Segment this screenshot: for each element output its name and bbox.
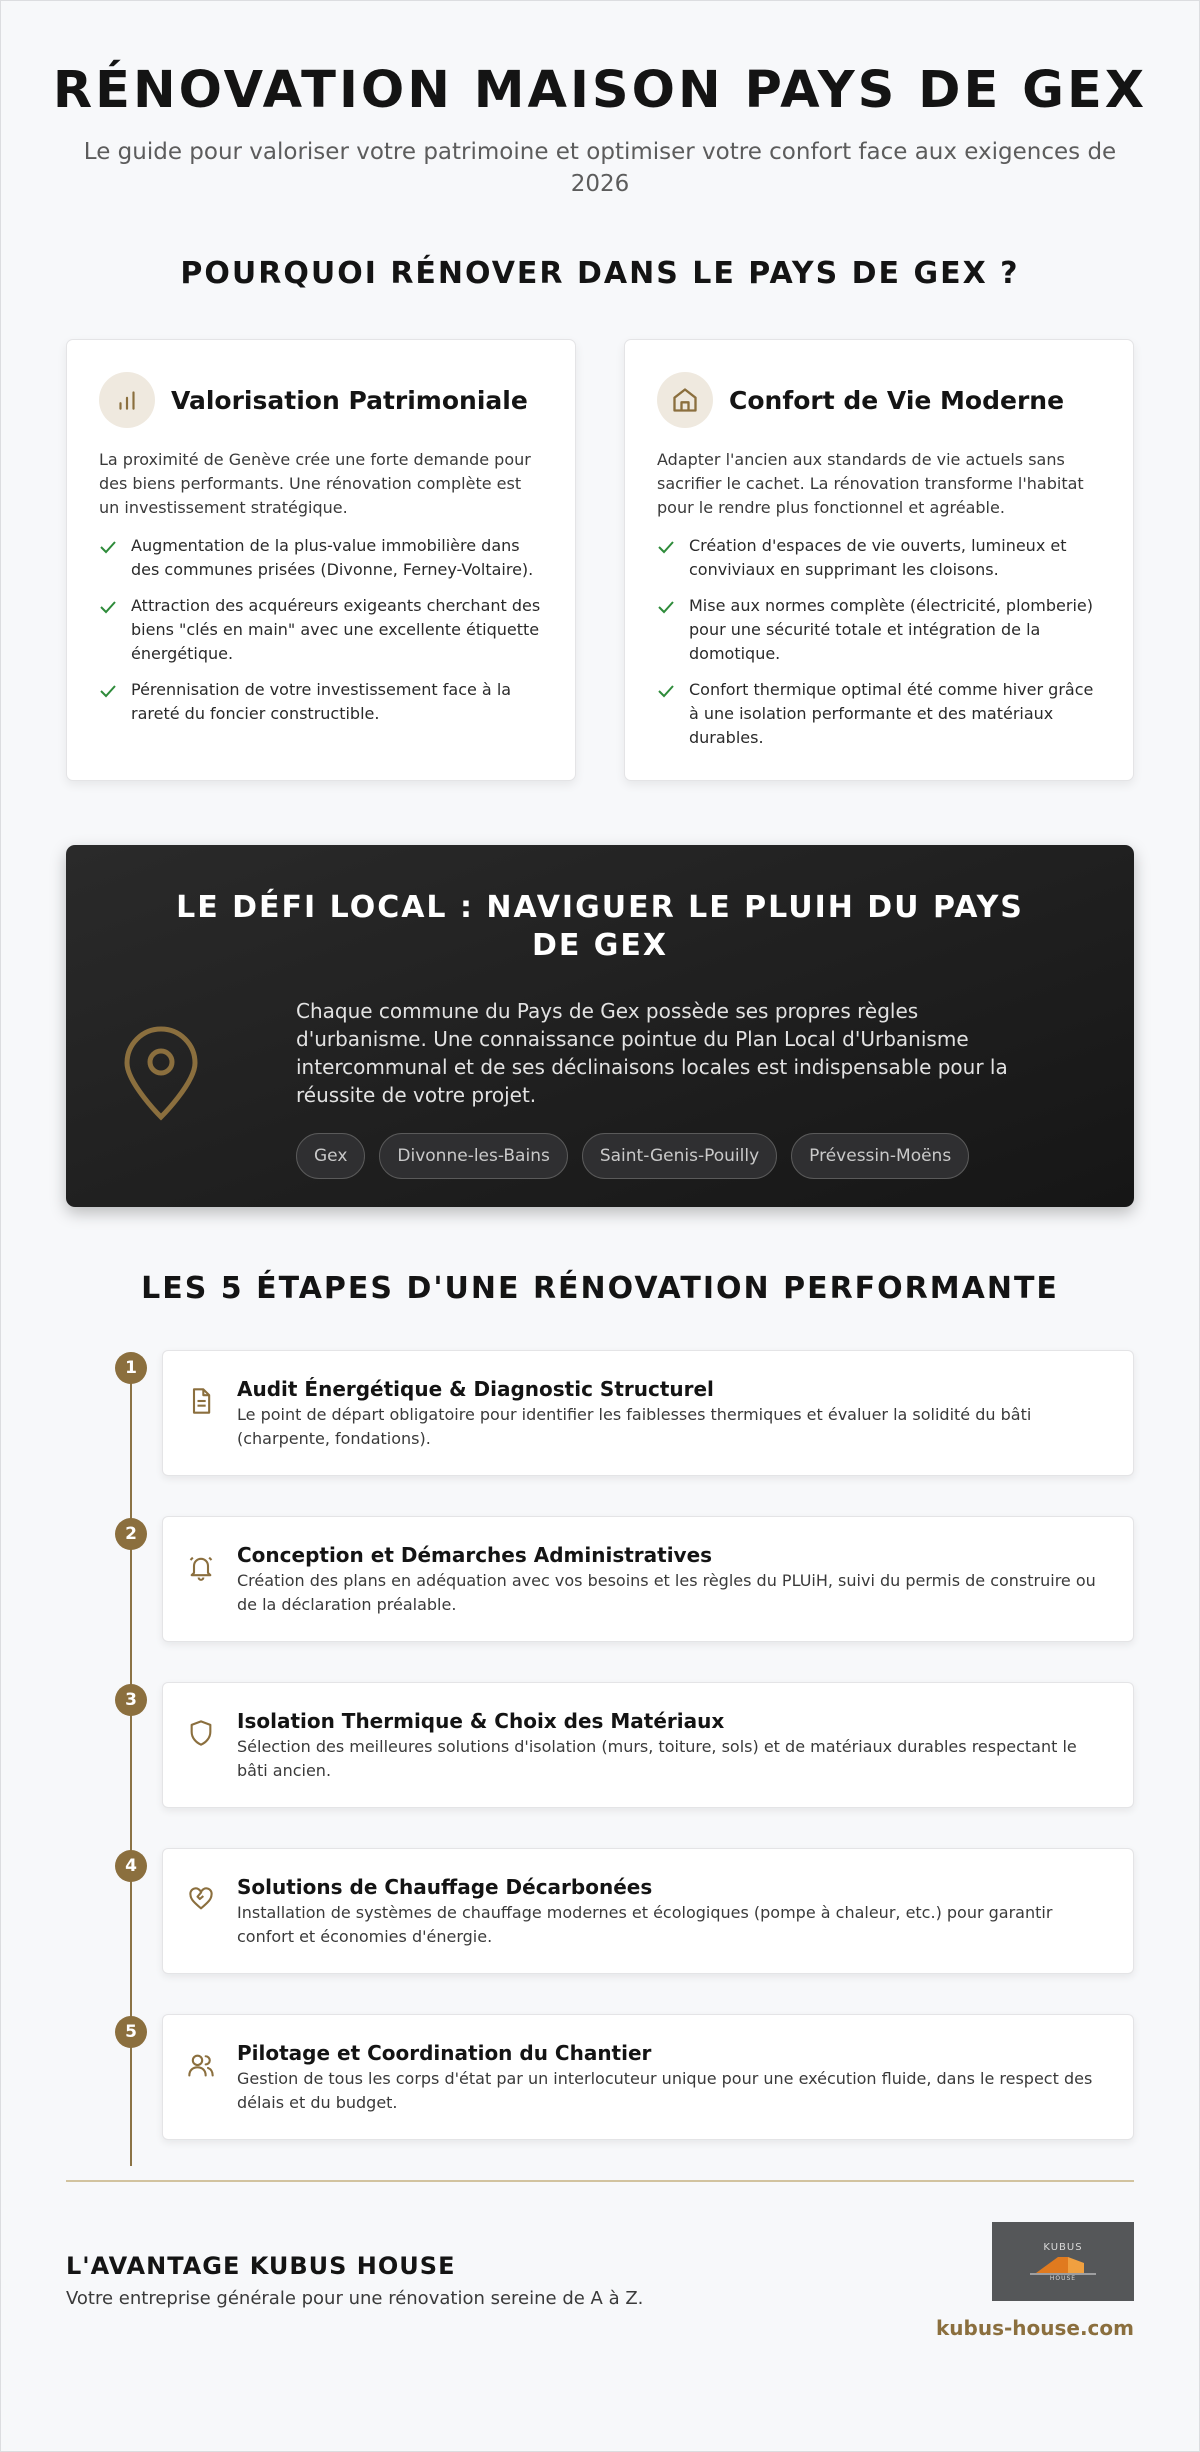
step-title: Conception et Démarches Administratives	[237, 1543, 713, 1567]
kubus-house-logo: KUBUS HOUSE	[992, 2222, 1134, 2301]
step-number: 1	[115, 1352, 147, 1384]
step-number: 5	[115, 2016, 147, 2048]
card-description: La proximité de Genève crée une forte demande pour des biens performants. Une rénovation complète est un investissement stratégique.	[99, 450, 531, 517]
step-title: Audit Énergétique & Diagnostic Structurel	[237, 1377, 714, 1401]
header	[1, 1, 1199, 200]
step-item	[66, 1350, 1134, 1476]
step-description: Gestion de tous les corps d'état par un interlocuteur unique pour une exécution fluide, dans le respect des délais et du budget.	[237, 2069, 1093, 2112]
footer-title: L'AVANTAGE KUBUS HOUSE	[66, 2252, 456, 2280]
check-icon	[99, 684, 117, 698]
step-title: Pilotage et Coordination du Chantier	[237, 2041, 652, 2065]
step-item	[66, 1516, 1134, 1642]
commune-tags	[296, 1133, 1044, 1179]
bell-icon	[187, 1553, 217, 1585]
heart-handshake-icon	[187, 1885, 217, 1917]
step-description: Installation de systèmes de chauffage modernes et écologiques (pompe à chaleur, etc.) pour garantir confort et économies d'énergie.	[237, 1903, 1053, 1946]
tag-divonne: Divonne-les-Bains	[379, 1133, 567, 1179]
tag-prevessin: Prévessin-Moëns	[791, 1133, 969, 1179]
map-pin-icon	[121, 997, 246, 1125]
card-checklist	[657, 534, 1101, 750]
card-description: Adapter l'ancien aux standards de vie actuels sans sacrifier le cachet. La rénovation transforme l'habitat pour le rendre plus fonctionnel et agréable.	[657, 450, 1084, 517]
step-title: Solutions de Chauffage Décarbonées	[237, 1875, 653, 1899]
check-icon	[657, 684, 675, 698]
steps-timeline	[66, 1350, 1134, 2140]
list-item: Confort thermique optimal été comme hiver grâce à une isolation performante et des matériaux durables.	[657, 678, 1101, 750]
card-title: Confort de Vie Moderne	[729, 385, 1065, 415]
house-icon	[657, 372, 713, 428]
tag-saint-genis: Saint-Genis-Pouilly	[582, 1133, 777, 1179]
website-link[interactable]: kubus-house.com	[935, 2316, 1134, 2340]
why-section-title: POURQUOI RÉNOVER DANS LE PAYS DE GEX ?	[180, 256, 1020, 291]
step-description: Sélection des meilleures solutions d'isolation (murs, toiture, sols) et de matériaux durables respectant le bâti ancien.	[237, 1737, 1077, 1780]
card-confort	[624, 339, 1134, 781]
local-challenge-title: LE DÉFI LOCAL : NAVIGUER LE PLUIH DU PAYS DE GEX	[176, 890, 1024, 963]
card-valorisation	[66, 339, 576, 781]
list-item: Création d'espaces de vie ouverts, lumineux et conviviaux en supprimant les cloisons.	[657, 534, 1101, 582]
steps-section-title: LES 5 ÉTAPES D'UNE RÉNOVATION PERFORMANTE	[141, 1271, 1059, 1306]
step-number: 3	[115, 1684, 147, 1716]
check-icon	[657, 540, 675, 554]
card-title: Valorisation Patrimoniale	[171, 385, 528, 415]
footer-subtitle: Votre entreprise générale pour une rénovation sereine de A à Z.	[66, 2288, 644, 2309]
list-item: Pérennisation de votre investissement face à la rareté du foncier constructible.	[99, 678, 543, 726]
step-number: 4	[115, 1850, 147, 1882]
step-item	[66, 2014, 1134, 2140]
card-checklist	[99, 534, 543, 726]
page-subtitle: Le guide pour valoriser votre patrimoine et optimiser votre confort face aux exigences de 2026	[83, 139, 1117, 197]
local-challenge-text: Chaque commune du Pays de Gex possède ses propres règles d'urbanisme. Une connaissance pointue du Plan Local d'Urbanisme intercommunal et de ses déclinaisons locales est indispensable pour la réussite de votre projet.	[296, 999, 1008, 1107]
step-card	[162, 1682, 1134, 1808]
step-description: Le point de départ obligatoire pour identifier les faiblesses thermiques et évaluer la solidité du bâti (charpente, fondations).	[237, 1405, 1032, 1448]
local-challenge-panel	[66, 845, 1134, 1207]
list-item: Mise aux normes complète (électricité, plomberie) pour une sécurité totale et intégration de la domotique.	[657, 594, 1101, 666]
check-icon	[99, 600, 117, 614]
page-title: RÉNOVATION MAISON PAYS DE GEX	[52, 61, 1148, 120]
step-item	[66, 1682, 1134, 1808]
benefit-cards	[66, 339, 1134, 781]
footer	[66, 2182, 1134, 2382]
step-card	[162, 1350, 1134, 1476]
check-icon	[657, 600, 675, 614]
check-icon	[99, 540, 117, 554]
list-item: Augmentation de la plus-value immobilière dans des communes prisées (Divonne, Ferney-Voltaire).	[99, 534, 543, 582]
step-number: 2	[115, 1518, 147, 1550]
list-item: Attraction des acquéreurs exigeants cherchant des biens "clés en main" avec une excellente étiquette énergétique.	[99, 594, 543, 666]
users-icon	[187, 2051, 217, 2083]
step-card	[162, 1516, 1134, 1642]
step-card	[162, 2014, 1134, 2140]
shield-icon	[187, 1719, 217, 1751]
bar-chart-icon	[99, 372, 155, 428]
step-description: Création des plans en adéquation avec vos besoins et les règles du PLUiH, suivi du permis de construire ou de la déclaration préalable.	[237, 1571, 1096, 1614]
step-title: Isolation Thermique & Choix des Matériaux	[237, 1709, 725, 1733]
step-item	[66, 1848, 1134, 1974]
tag-gex: Gex	[296, 1133, 365, 1179]
step-card	[162, 1848, 1134, 1974]
document-icon	[187, 1387, 217, 1419]
